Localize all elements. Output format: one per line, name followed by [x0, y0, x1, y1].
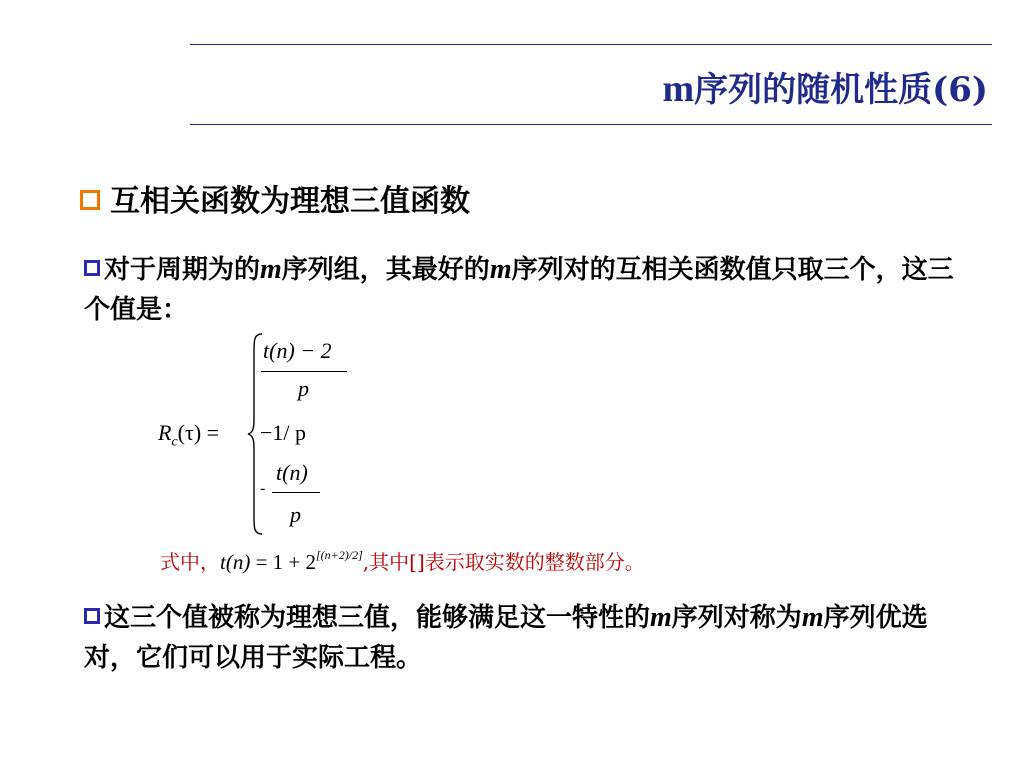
cross-correlation-formula [150, 330, 450, 540]
note-suffix: ,其中[]表示取实数的整数部分。 [362, 550, 645, 574]
case2-text: −1/ p [260, 420, 307, 445]
case3-fraction-bar [272, 492, 320, 493]
note-expression [220, 550, 363, 574]
p1-part2: 序列组，其最好的 [281, 255, 490, 285]
p2-part1: 这三个值被称为理想三值，能够满足这一特性的 [104, 603, 651, 633]
square-bullet-icon [84, 608, 100, 624]
formula-lhs-R: R [158, 420, 172, 445]
case3-sign: - [260, 480, 266, 497]
p1-m1: m [260, 254, 282, 285]
p2-part3: 序列优选对，它们可以用于实际工程。 [84, 603, 928, 673]
title-bottom-rule [190, 124, 992, 125]
p2-m1: m [650, 602, 672, 633]
square-bullet-icon [80, 190, 100, 210]
title-text: 序列的随机性质(6) [694, 70, 988, 110]
formula-lhs-sub: c [171, 434, 178, 450]
p1-part1: 对于周期为的 [104, 255, 261, 285]
note-expr-lhs: t(n) [220, 550, 251, 574]
title-top-rule [190, 44, 992, 45]
case1-numerator: t(n) − 2 [263, 338, 332, 363]
formula-lhs-arg: (τ) = [177, 420, 220, 445]
case1-denominator: p [298, 376, 309, 401]
p2-part2: 序列对称为 [671, 603, 802, 633]
case3-denominator: p [290, 502, 301, 527]
case3-numerator: t(n) [276, 460, 308, 485]
page-title [663, 62, 989, 111]
p1-m2: m [489, 254, 512, 285]
paragraph-1 [84, 250, 954, 330]
case2-value [260, 420, 306, 446]
title-m: m [662, 68, 695, 110]
note-prefix: 式中， [160, 550, 220, 574]
section-heading [80, 176, 470, 220]
paragraph-2 [84, 598, 954, 678]
p1-part3: 序列对的互相关函数值只取三个，这三个值是： [84, 255, 954, 325]
p2-m2: m [801, 602, 824, 633]
case1-fraction-bar [261, 371, 347, 372]
square-bullet-icon [84, 260, 100, 276]
heading-text: 互相关函数为理想三值函数 [110, 184, 470, 219]
note-expr-exponent: [(n+2)/2] [316, 548, 363, 562]
formula-lhs [158, 420, 219, 450]
note-expr-mid: = 1 + 2 [250, 550, 317, 574]
formula-note [160, 546, 645, 575]
